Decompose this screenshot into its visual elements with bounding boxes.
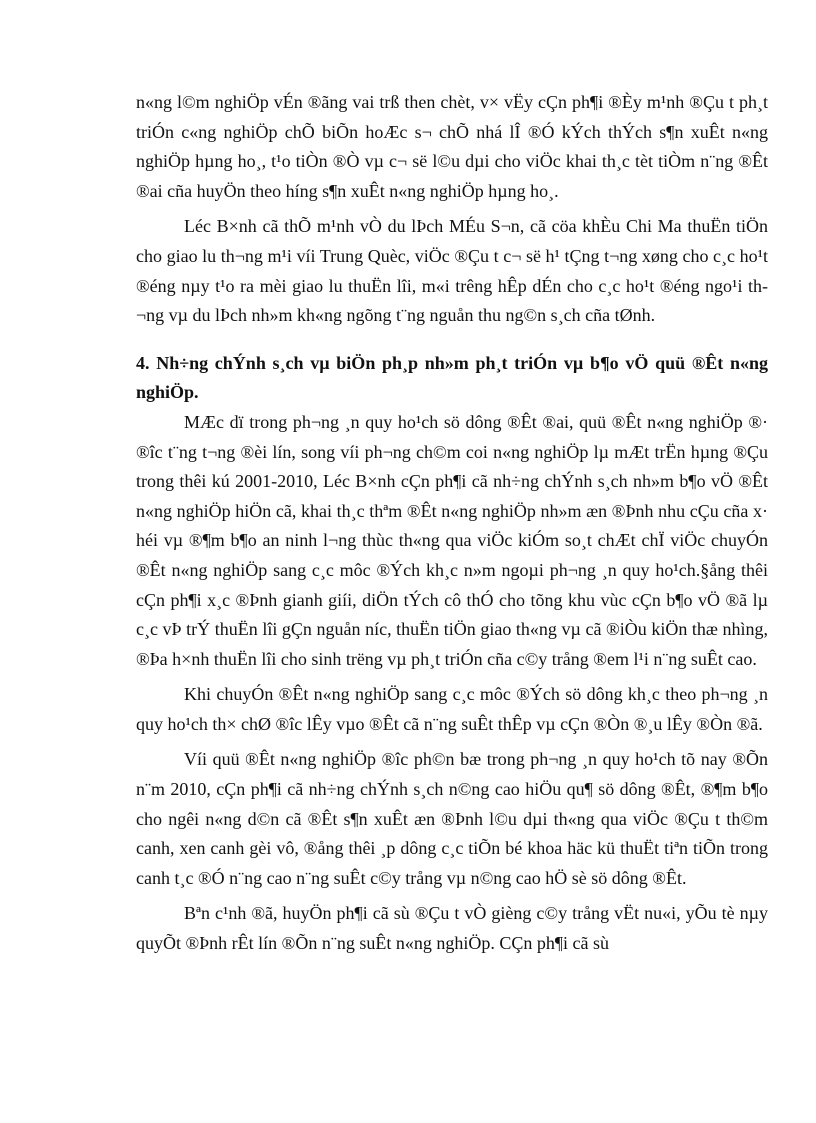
paragraph-3: MÆc dï trong ph¬ng ¸n quy ho¹ch sö dông ®Êt ®ai, quü ®Êt n«ng nghiÖp ®· ®îc t¨ng t¬ng ®èi lín, song víi ph¬ng ch©m coi n«ng nghiÖp lµ mÆt trËn hµng ®Çu trong thêi kú 2001-2010, Léc B×nh cÇn ph¶i cã nh÷ng chÝnh s¸ch nh»m b¶o vÖ ®Êt n«ng nghiÖp hiÖn cã, khai th¸c thªm ®Êt n«ng nghiÖp nh»m æn ®Þnh nhu cÇu cña x· héi vµ ®¶m b¶o an ninh l¬ng thùc th«ng qua viÖc kiÓm so¸t chÆt chÏ viÖc chuyÓn ®Êt n«ng nghiÖp sang c¸c môc ®Ých kh¸c n»m ngoµi ph¬ng ¸n quy ho¹ch.§ång thêi cÇn ph¶i x¸c ®Þnh gianh giíi, diÖn tÝch cô thÓ cho tõng khu vùc cÇn b¶o vÖ ®ã lµ c¸c vÞ trÝ thuËn lîi gÇn nguån níc, thuËn tiÖn giao th«ng vµ cã ®iÒu kiÖn thæ nhìng, ®Þa h×nh thuËn lîi cho sinh trëng vµ ph¸t triÓn cña c©y trång ®em l¹i n¨ng suÊt cao. [136, 411, 768, 669]
paragraph-1: n«ng l©m nghiÖp vÉn ®ãng vai trß then chèt, v× vËy cÇn ph¶i ®Èy m¹nh ®Çu t ph¸t triÓn c«ng nghiÖp chÕ biÕn hoÆc s¬ chÕ nhá lÎ ®Ó kÝch thÝch s¶n xuÊt n«ng nghiÖp hµng ho¸, t¹o tiÒn ®Ò vµ c¬ së l©u dµi cho viÖc khai th¸c tèt tiÒm n¨ng ®Êt ®ai cña huyÖn theo híng s¶n xuÊt n«ng nghiÖp hµng ho¸. [136, 92, 768, 201]
paragraph-5: Víi quü ®Êt n«ng nghiÖp ®îc ph©n bæ trong ph¬ng ¸n quy ho¹ch tõ nay ®Õn n¨m 2010, cÇn ph¶i cã nh÷ng chÝnh s¸ch n©ng cao hiÖu qu¶ sö dông ®Êt, ®¶m b¶o cho ngêi n«ng d©n cã ®Êt s¶n xuÊt æn ®Þnh l©u dµi th«ng qua viÖc ®Çu t th©m canh, xen canh gèi vô, ®ång thêi ¸p dông c¸c tiÕn bé khoa häc kü thuËt tiªn tiÕn trong canh t¸c ®Ó n¨ng cao n¨ng suÊt c©y trång vµ n©ng cao hÖ sè sö dông ®Êt. [136, 749, 768, 888]
section-heading: 4. Nh÷ng chÝnh s¸ch vµ biÖn ph¸p nh»m ph¸t triÓn vµ b¶o vÖ quü ®Êt n«ng nghiÖp. [136, 352, 768, 403]
paragraph-4: Khi chuyÓn ®Êt n«ng nghiÖp sang c¸c môc ®Ých sö dông kh¸c theo ph¬ng ¸n quy ho¹ch th× chØ ®îc lÊy vµo ®Êt cã n¨ng suÊt thÊp vµ cÇn ®Òn ®¸u lÊy ®Òn ®ã. [136, 684, 768, 734]
paragraph-6: Bªn c¹nh ®ã, huyÖn ph¶i cã sù ®Çu t vÒ gièng c©y trång vËt nu«i, yÕu tè nµy quyÕt ®Þnh rÊt lín ®Õn n¨ng suÊt n«ng nghiÖp. CÇn ph¶i cã sù [136, 903, 768, 954]
document-body [136, 88, 768, 959]
paragraph-2: Léc B×nh cã thÕ m¹nh vÒ du lÞch MÉu S¬n, cã cöa khÈu Chi Ma thuËn tiÖn cho giao lu th¬ng m¹i víi Trung Quèc, viÖc ®Çu t c¬ së h¹ tÇng t¬ng xøng cho c¸c ho¹t ®éng nµy t¹o ra mèi giao lu thuËn lîi, m«i trêng hÊp dÉn cho c¸c ho¹t ®éng ngo¹i th¬ng vµ du lÞch nh»m kh«ng ngõng t¨ng nguån thu ng©n s¸ch cña tØnh. [136, 216, 768, 326]
